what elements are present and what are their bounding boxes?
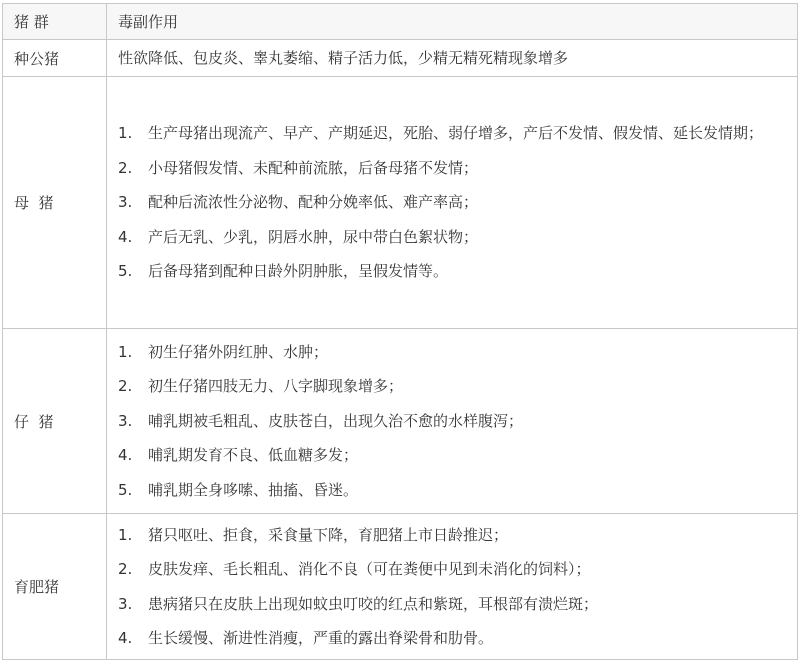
header-cell-effects [107,4,798,40]
item-number: 4. [118,629,133,647]
list-item [118,116,797,151]
effect-text: 产后无乳、少乳，阴唇水肿，尿中带白色絮状物； [148,227,479,246]
list-item [118,151,797,186]
row-label-cell [3,514,107,660]
item-number: 5. [118,262,133,281]
row-label: 育肥猪 [14,578,60,596]
list-item [118,621,797,656]
header-cell-group [3,4,107,40]
list-item [118,587,797,622]
table-row [3,514,798,660]
list-item [118,369,797,404]
effect-text: 患病猪只在皮肤上出现如蚊虫叮咬的红点和紫斑，耳根部有溃烂斑； [148,594,599,613]
header-effects-label: 毒副作用 [118,12,179,31]
row-label: 母 猪 [14,194,54,212]
list-item [118,518,797,553]
item-number: 1. [118,124,133,143]
item-number: 4. [118,227,133,246]
item-number: 1. [118,525,133,544]
row-label-cell [3,329,107,514]
effect-text: 生产母猪出现流产、早产、产期延迟，死胎、弱仔增多，产后不发情、假发情、延长发情期； [148,124,764,143]
list-item [118,254,797,289]
table-row [3,77,798,329]
list-item [118,438,797,473]
effect-text: 哺乳期被毛粗乱、皮肤苍白，出现久治不愈的水样腹泻； [148,411,524,430]
effect-text: 生长缓慢、渐进性消瘦，严重的露出脊梁骨和肋骨。 [148,629,494,647]
row-content-cell [107,40,798,77]
effect-text: 哺乳期全身哆嗦、抽搐、昏迷。 [148,480,359,499]
row-content-cell [107,329,798,514]
item-number: 3. [118,411,133,430]
row-content-cell [107,514,798,660]
row-content-cell [107,77,798,329]
item-number: 1. [118,342,133,361]
item-number: 5. [118,480,133,499]
list-item [118,220,797,255]
header-group-label: 猪 群 [14,12,49,31]
item-number: 4. [118,446,133,465]
table-row [3,40,798,77]
item-number: 3. [118,193,133,212]
side-effects-table [2,3,798,660]
row-label-cell [3,77,107,329]
list-item [118,552,797,587]
item-number: 3. [118,594,133,613]
row-label: 仔 猪 [14,412,54,431]
item-number: 2. [118,560,133,578]
list-item [118,335,797,370]
item-number: 2. [118,377,133,396]
table-header-row [3,4,798,40]
effect-text: 初生仔猪四肢无力、八字脚现象增多； [148,377,404,396]
effect-text: 小母猪假发情、未配种前流脓，后备母猪不发情； [148,158,479,177]
effect-text: 皮肤发痒、毛长粗乱、消化不良（可在粪便中见到未消化的饲料）； [148,560,591,578]
list-item [118,185,797,220]
table-row [3,329,798,514]
effect-text: 初生仔猪外阴红肿、水肿； [148,342,329,361]
effect-text: 性欲降低、包皮炎、睾丸萎缩、精子活力低，少精无精死精现象增多 [118,49,569,67]
row-label-cell [3,40,107,77]
item-number: 2. [118,158,133,177]
effect-text: 哺乳期发育不良、低血糖多发； [148,446,359,465]
list-item [118,473,797,508]
effect-text: 猪只呕吐、拒食，采食量下降，育肥猪上市日龄推迟； [148,525,509,544]
row-label: 种公猪 [14,49,60,68]
list-item [118,404,797,439]
effect-text: 后备母猪到配种日龄外阴肿胀，呈假发情等。 [148,262,449,281]
effect-text: 配种后流浓性分泌物、配种分娩率低、难产率高； [148,193,479,212]
